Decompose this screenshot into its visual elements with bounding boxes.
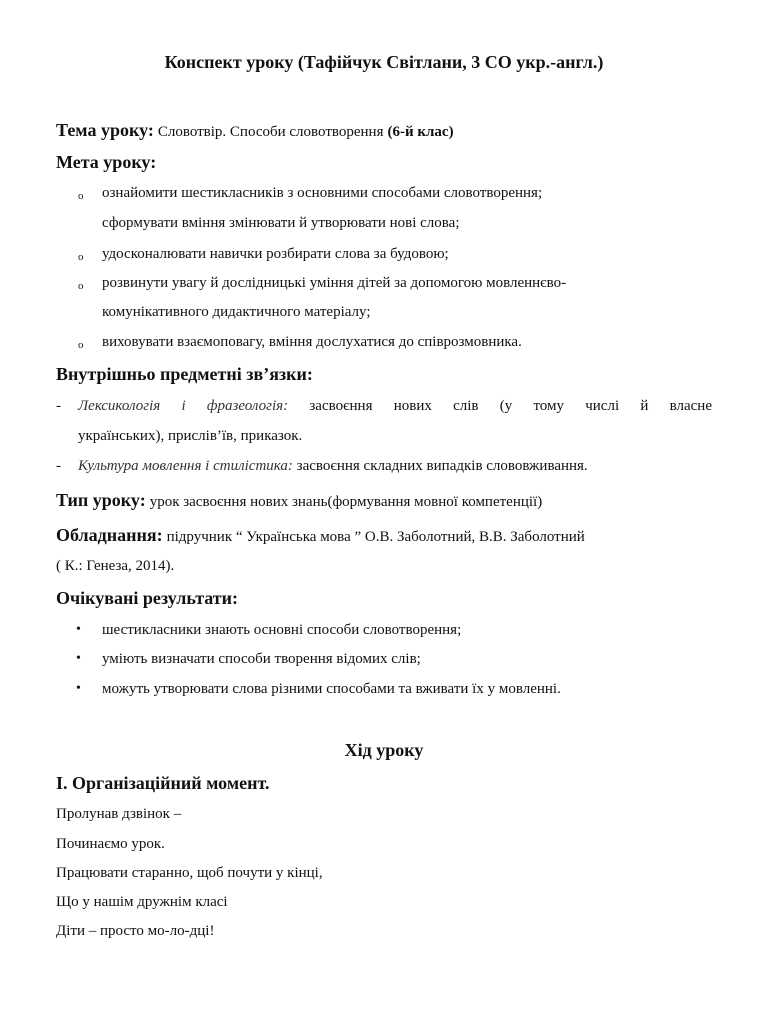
results-item-2: уміють визначати способи творення відомих слів;	[102, 651, 421, 667]
poem-line-1: Пролунав дзвінок –	[56, 806, 182, 822]
topic-text: Словотвір. Способи словотворення	[157, 124, 384, 140]
lesson-type-line	[56, 490, 542, 511]
links-item-2	[78, 458, 588, 475]
links-heading: Внутрішньо предметні зв’язки:	[56, 364, 313, 384]
links-item-1-text: засвоєння нових слів (у тому числі й власне	[309, 398, 712, 414]
equipment-cont: ( К.: Генеза, 2014).	[56, 558, 175, 574]
links-dash-1: -	[56, 398, 61, 414]
poem-line-4: Що у нашім дружнім класі	[56, 894, 228, 910]
goal-heading: Мета уроку:	[56, 152, 157, 172]
topic-grade: (6-й клас)	[387, 124, 454, 140]
goal-line-4: розвинути увагу й дослідницькі уміння дітей за допомогою мовленнєво-	[102, 275, 567, 291]
poem-line-2: Починаємо урок.	[56, 836, 165, 852]
goal-bullet-1: o	[78, 190, 84, 202]
topic-line	[56, 120, 454, 141]
document-title: Конспект уроку (Тафійчук Світлани, 3 СО укр.-англ.)	[164, 52, 604, 72]
lesson-type-label: Тип уроку:	[56, 490, 146, 510]
goal-line-6: виховувати взаємоповагу, вміння дослухатися до співрозмовника.	[102, 334, 522, 350]
results-bullet-1: •	[76, 622, 81, 637]
results-bullet-3: •	[76, 681, 81, 696]
equipment-line	[56, 525, 585, 546]
results-item-1: шестикласники знають основні способи словотворення;	[102, 622, 462, 638]
links-dash-2: -	[56, 458, 61, 474]
links-item-2-text: засвоєння складних випадків слововживання.	[296, 458, 588, 474]
section-1-heading: І. Організаційний момент.	[56, 773, 270, 793]
results-bullet-2: •	[76, 651, 81, 666]
goal-bullet-3: o	[78, 280, 84, 292]
poem-line-5: Діти – просто мо-ло-дці!	[56, 923, 215, 939]
topic-label: Тема уроку:	[56, 120, 154, 140]
goal-line-3: удосконалювати навички розбирати слова за будовою;	[102, 246, 449, 262]
links-item-2-italic: Культура мовлення і стилістика:	[78, 458, 293, 474]
links-item-1	[78, 398, 712, 415]
goal-line-2: сформувати вміння змінювати й утворювати нові слова;	[102, 215, 460, 231]
results-item-3: можуть утворювати слова різними способами та вживати їх у мовленні.	[102, 681, 561, 697]
equipment-text: підручник “ Українська мова ” О.В. Заболотний, В.В. Заболотний	[166, 529, 585, 545]
results-heading: Очікувані результати:	[56, 588, 239, 608]
goal-line-1: ознайомити шестикласників з основними способами словотворення;	[102, 185, 543, 201]
lesson-type-text: урок засвоєння нових знань(формування мовної компетенції)	[149, 494, 543, 510]
course-title: Хід уроку	[344, 740, 424, 760]
goal-line-5: комунікативного дидактичного матеріалу;	[102, 304, 371, 320]
goal-bullet-2: o	[78, 251, 84, 263]
equipment-label: Обладнання:	[56, 525, 163, 545]
links-item-1-italic: Лексикологія і фразеологія:	[78, 398, 289, 414]
goal-bullet-4: o	[78, 339, 84, 351]
poem-line-3: Працювати старанно, щоб почути у кінці,	[56, 865, 323, 881]
links-item-1-cont: українських), прислів’їв, приказок.	[78, 428, 303, 444]
